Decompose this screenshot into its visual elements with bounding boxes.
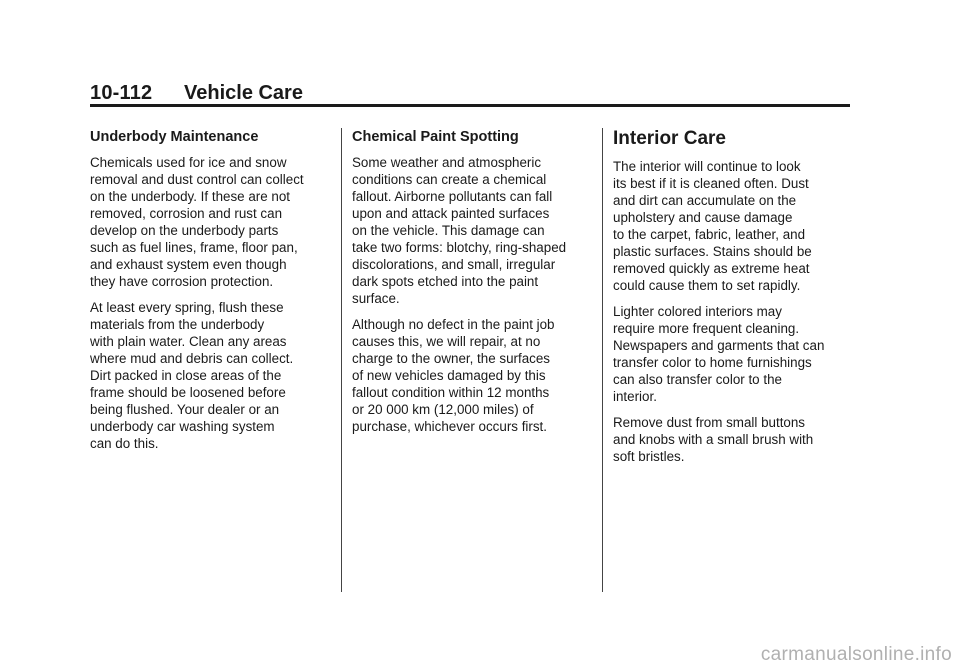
paragraph: At least every spring, flush these materials from the underbody with plain water. Clean any areas where mud and debris can collect. Dirt packed in close areas of the frame should be loosened before being flushed. Your dealer or an underbody car washing system can do this. (90, 300, 294, 451)
paragraph: Although no defect in the paint job causes this, we will repair, at no charge to the owner, the surfaces of new vehicles damaged by this fallout condition within 12 months or 20 000 km (12,000 miles) of purchase, whichever occurs first. (352, 317, 555, 434)
column-underbody-maintenance (90, 127, 334, 461)
page-number: 10-112 (90, 82, 153, 104)
section-heading: Underbody Maintenance (90, 129, 259, 145)
paragraph: Lighter colored interiors may require more frequent cleaning. Newspapers and garments that can transfer color to home furnishings can also transfer color to the interior. (613, 304, 825, 404)
paragraph: Chemicals used for ice and snow removal and dust control can collect on the underbody. If these are not removed, corrosion and rust can develop on the underbody parts such as fuel lines, frame, floor pan, and exhaust system even though they have corrosion protection. (90, 155, 304, 289)
section-heading: Chemical Paint Spotting (352, 129, 519, 145)
paragraph: The interior will continue to look its best if it is cleaned often. Dust and dirt can accumulate on the upholstery and cause damage to the carpet, fabric, leather, and plastic surfaces. Stains should be removed quickly as extreme heat could cause them to set rapidly. (613, 159, 812, 293)
major-heading: Interior Care (613, 128, 726, 149)
paragraph: Some weather and atmospheric conditions can create a chemical fallout. Airborne pollutants can fall upon and attack painted surfaces on the vehicle. This damage can take two forms: blotchy, ring-shaped discolorations, and small, irregular dark spots etched into the paint surface. (352, 155, 567, 306)
watermark: carmanualsonline.info (760, 644, 952, 665)
column-chemical-paint-spotting (352, 127, 592, 444)
column-divider (602, 128, 603, 592)
column-divider (341, 128, 342, 592)
column-interior-care (613, 127, 853, 474)
section-title: Vehicle Care (184, 82, 303, 104)
paragraph: Remove dust from small buttons and knobs with a small brush with soft bristles. (613, 415, 814, 464)
header-rule (90, 104, 850, 107)
